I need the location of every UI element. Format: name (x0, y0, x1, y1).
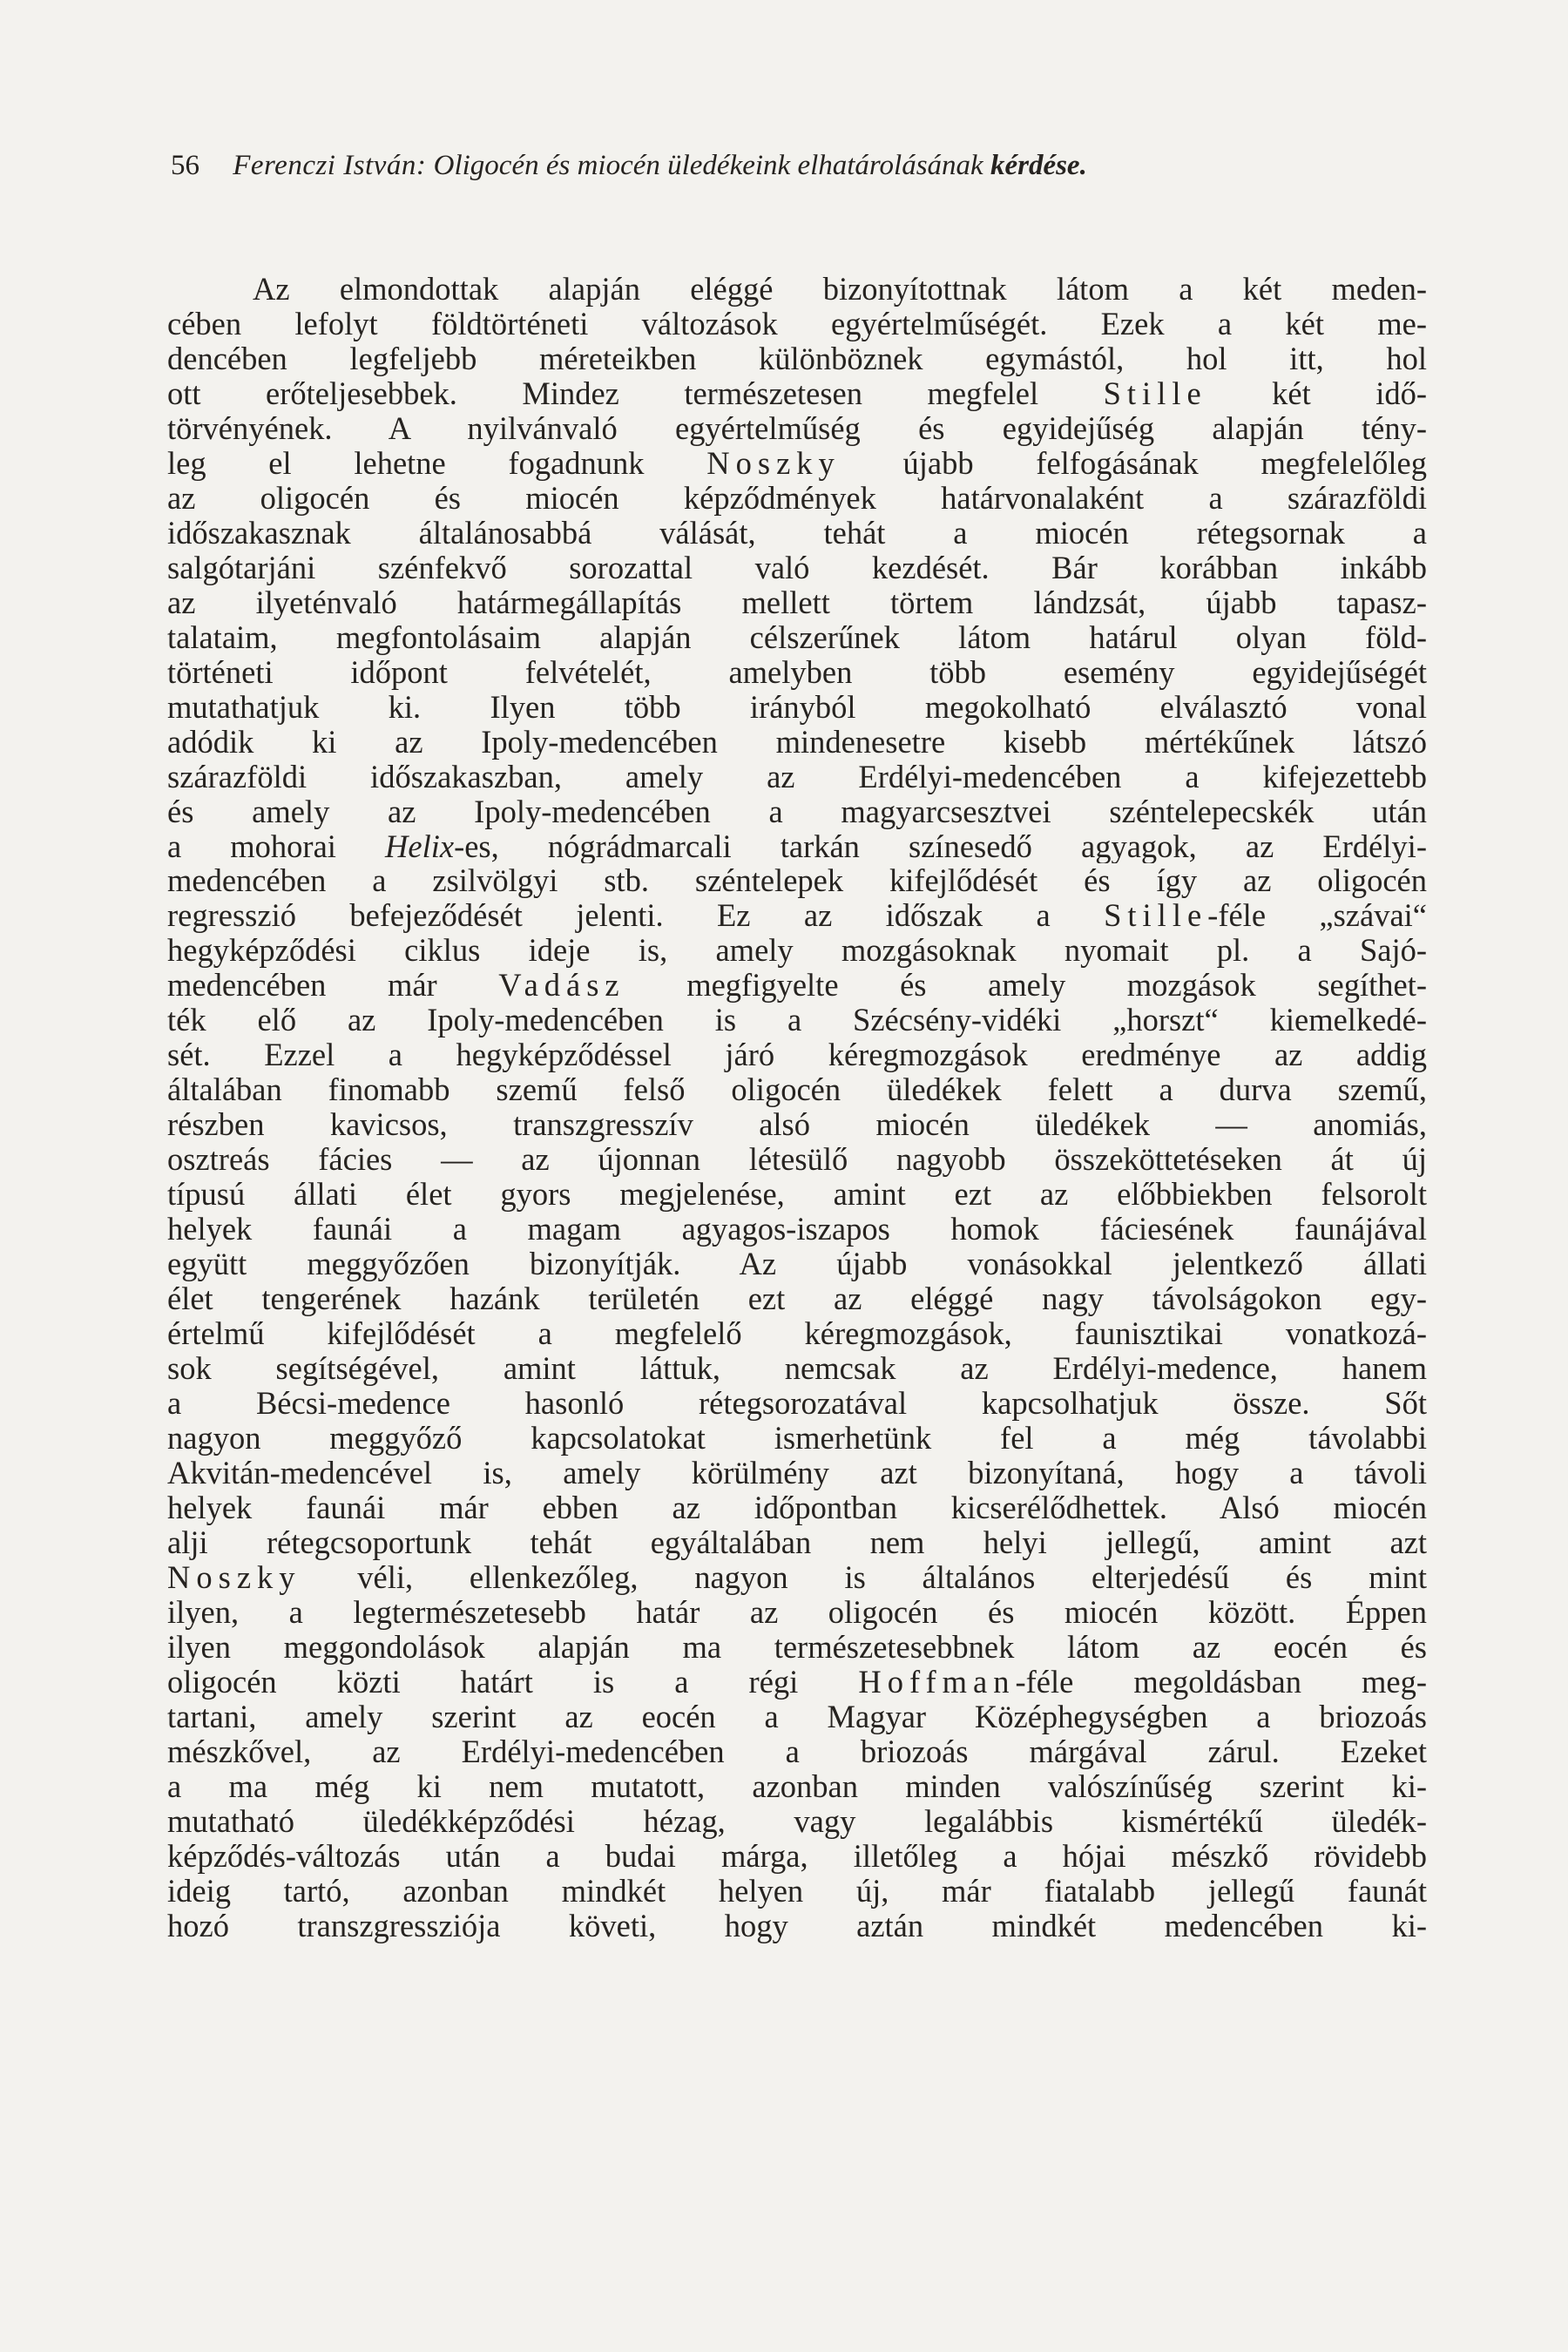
text-line (167, 968, 1427, 1003)
text-line (167, 1874, 1427, 1909)
text-run: hegyképződési ciklus ideje is, amely mozgásoknak nyomait pl. a Sajó- (167, 933, 1427, 969)
text-line (167, 1247, 1427, 1281)
text-run: -es, nógrádmarcali tarkán színesedő agyagok, az Erdélyi- (454, 828, 1427, 864)
text-run: az oligocén és miocén képződmények határvonalaként a szárazföldi (167, 480, 1427, 516)
text-line (167, 481, 1427, 516)
text-run: Az elmondottak alapján eléggé bizonyítottnak látom a két meden- (253, 272, 1427, 307)
spaced-name: Hoffman (858, 1664, 1016, 1700)
text-run: a ma még ki nem mutatott, azonban minden valószínűség szerint ki- (167, 1768, 1427, 1804)
header-title: Oligocén és miocén üledékeink elhatárolásának (433, 150, 983, 181)
text-line (167, 1281, 1427, 1316)
text-run: típusú állati élet gyors megjelenése, amint ezt az előbbiekben felsorolt (167, 1177, 1427, 1213)
text-line (167, 1351, 1427, 1386)
text-run: törvényének. A nyilvánvaló egyértelműség és egyidejűség alapján tény- (167, 410, 1427, 446)
text-run: sok segítségével, amint láttuk, nemcsak az Erdélyi-medence, hanem (167, 1351, 1427, 1386)
text-line (167, 690, 1427, 725)
text-run: ilyen meggondolások alapján ma természetesebbnek látom az eocén és (167, 1629, 1427, 1665)
text-run: mészkővel, az Erdélyi-medencében a briozoás márgával zárul. Ezeket (167, 1734, 1427, 1769)
page-number: 56 (171, 150, 199, 181)
text-line (167, 1456, 1427, 1490)
text-run: megfigyelte és amely mozgások segíthet- (625, 968, 1427, 1004)
spaced-name: Noszky (706, 445, 841, 481)
text-run: medencében már (167, 968, 499, 1004)
text-line (167, 1839, 1427, 1874)
text-run: leg el lehetne fogadnunk (167, 445, 707, 481)
text-line (167, 1490, 1427, 1525)
text-line (167, 1665, 1427, 1700)
text-run: a mohorai (167, 828, 386, 864)
text-line (167, 341, 1427, 376)
header-title-emphasis: kérdése. (990, 150, 1087, 181)
text-line (167, 655, 1427, 690)
text-line (167, 1595, 1427, 1630)
spaced-name: Stille (1104, 898, 1208, 934)
text-line (167, 1003, 1427, 1037)
text-run: talataim, megfontolásaim alapján célszerűnek látom határul olyan föld- (167, 619, 1427, 655)
text-line (167, 585, 1427, 620)
text-line (167, 1177, 1427, 1212)
text-run: időszakasznak általánosabbá válását, tehát a miocén rétegsornak a (167, 515, 1427, 551)
text-line (167, 1560, 1427, 1595)
spaced-name: Stille (1103, 375, 1207, 411)
text-line (167, 760, 1427, 794)
text-line (167, 863, 1427, 898)
text-run: szárazföldi időszakaszban, amely az Erdélyi-medencében a kifejezettebb (167, 759, 1427, 794)
text-run: történeti időpont felvételét, amelyben több esemény egyidejűségét (167, 654, 1427, 690)
text-line (167, 829, 1427, 864)
text-line (167, 1734, 1427, 1769)
text-line (167, 794, 1427, 829)
text-run: újabb felfogásának megfelelőleg (840, 445, 1427, 481)
text-line (167, 1525, 1427, 1560)
text-line (167, 1804, 1427, 1839)
text-run: adódik ki az Ipoly-medencében mindenesetre kisebb mértékűnek látszó (167, 724, 1427, 760)
text-run: sét. Ezzel a hegyképződéssel járó kéregmozgások eredménye az addig (167, 1037, 1427, 1073)
text-run: osztreás fácies — az újonnan létesülő nagyobb összeköttetéseken át új (167, 1142, 1427, 1178)
text-run: részben kavicsos, transzgresszív alsó miocén üledékek — anomiás, (167, 1107, 1427, 1143)
text-run: és amely az Ipoly-medencében a magyarcsesztvei széntelepecskék után (167, 794, 1427, 829)
text-run: élet tengerének hazánk területén ezt az eléggé nagy távolságokon egy- (167, 1281, 1427, 1317)
text-line (167, 376, 1427, 411)
text-line (167, 516, 1427, 551)
text-line (167, 933, 1427, 968)
spaced-name: Vadász (498, 968, 625, 1004)
text-run: nagyon meggyőző kapcsolatokat ismerhetünk fel a még távolabbi (167, 1420, 1427, 1456)
text-run: a Bécsi-medence hasonló rétegsorozatával kapcsolhatjuk össze. Sőt (167, 1386, 1427, 1421)
text-run: medencében a zsilvölgyi stb. széntelepek kifejlődését és így az oligocén (167, 863, 1427, 899)
text-run: mutathatjuk ki. Ilyen több irányból megokolható elválasztó vonal (167, 689, 1427, 725)
text-run: véli, ellenkezőleg, nagyon is általános elterjedésű és mint (301, 1559, 1427, 1595)
text-run: tartani, amely szerint az eocén a Magyar Középhegységben a briozoás (167, 1699, 1427, 1734)
text-line (167, 1142, 1427, 1177)
text-run: az ilyeténvaló határmegállapítás mellett törtem lándzsát, újabb tapasz- (167, 585, 1427, 620)
text-line (167, 620, 1427, 655)
text-run: mutatható üledékképződési hézag, vagy legalábbis kismértékű üledék- (167, 1803, 1427, 1839)
text-line (167, 1072, 1427, 1107)
text-run: -féle megoldásban meg- (1015, 1664, 1427, 1700)
text-line (167, 1386, 1427, 1421)
text-run: oligocén közti határt is a régi (167, 1664, 859, 1700)
header-author: Ferenczi István: (233, 150, 427, 181)
text-line (167, 1316, 1427, 1351)
text-line (167, 272, 1427, 307)
text-run: együtt meggyőzően bizonyítják. Az újabb vonásokkal jelentkező állati (167, 1247, 1427, 1282)
text-run: értelmű kifejlődését a megfelelő kéregmozgások, faunisztikai vonatkozá- (167, 1316, 1427, 1352)
text-line (167, 1107, 1427, 1142)
text-line (167, 307, 1427, 341)
text-run: ilyen, a legtermészetesebb határ az oligocén és miocén között. Éppen (167, 1594, 1427, 1630)
text-run: képződés-változás után a budai márga, illetőleg a hójai mészkő rövidebb (167, 1838, 1427, 1874)
text-run: két idő- (1206, 375, 1427, 411)
text-run: cében lefolyt földtörténeti változások egyértelműségét. Ezek a két me- (167, 306, 1427, 341)
text-line (167, 411, 1427, 446)
text-run: -féle „szávai“ (1207, 898, 1427, 934)
text-run: helyek faunái már ebben az időpontban kicserélődhettek. Alsó miocén (167, 1490, 1427, 1525)
text-run: ideig tartó, azonban mindkét helyen új, már fiatalabb jellegű faunát (167, 1873, 1427, 1909)
text-line (167, 1421, 1427, 1456)
text-line (167, 1909, 1427, 1943)
text-run: általában finomabb szemű felső oligocén üledékek felett a durva szemű, (167, 1072, 1427, 1108)
text-run: alji rétegcsoportunk tehát egyáltalában nem helyi jellegű, amint azt (167, 1524, 1427, 1560)
italic-term: Helix (385, 828, 455, 864)
text-line (167, 1630, 1427, 1665)
text-run: helyek faunái a magam agyagos-iszapos homok fáciesének faunájával (167, 1212, 1427, 1247)
text-line (167, 1769, 1427, 1804)
text-run: dencében legfeljebb méreteikben különböznek egymástól, hol itt, hol (167, 341, 1427, 376)
text-line (167, 551, 1427, 585)
running-header (171, 148, 1434, 183)
text-line (167, 446, 1427, 481)
text-line (167, 1212, 1427, 1247)
text-run: ott erőteljesebbek. Mindez természetesen megfelel (167, 375, 1104, 411)
body-text (167, 272, 1427, 1943)
text-run: regresszió befejeződését jelenti. Ez az időszak a (167, 898, 1105, 934)
text-run: Akvitán-medencével is, amely körülmény azt bizonyítaná, hogy a távoli (167, 1455, 1427, 1490)
text-line (167, 1700, 1427, 1734)
text-run: ték elő az Ipoly-medencében is a Szécsény-vidéki „horszt“ kiemelkedé- (167, 1003, 1427, 1038)
text-run: salgótarjáni szénfekvő sorozattal való kezdését. Bár korábban inkább (167, 550, 1427, 585)
text-run: hozó transzgressziója követi, hogy aztán mindkét medencében ki- (167, 1908, 1427, 1943)
spaced-name: Noszky (167, 1559, 301, 1595)
text-line (167, 898, 1427, 933)
text-line (167, 725, 1427, 760)
text-line (167, 1037, 1427, 1072)
